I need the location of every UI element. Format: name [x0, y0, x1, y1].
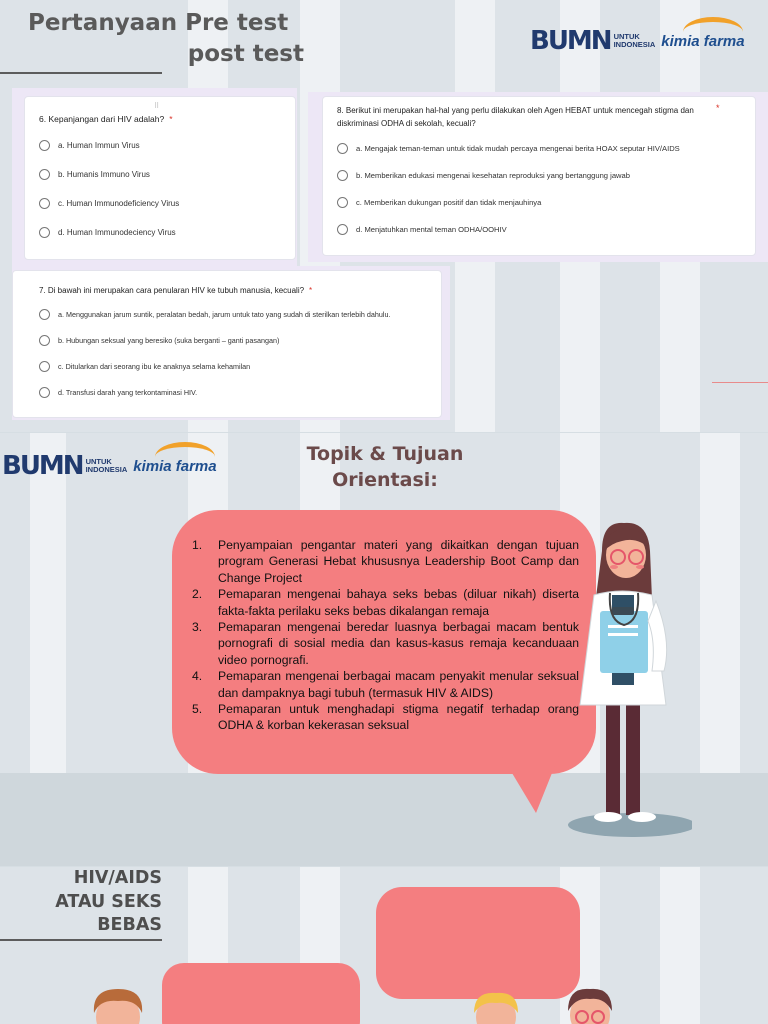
- question-6-text: 6. Kepanjangan dari HIV adalah? *: [39, 114, 173, 124]
- kimia-farma-wordmark: kimia farma: [661, 33, 744, 50]
- radio-icon[interactable]: [39, 361, 50, 372]
- slide1-title: [28, 8, 304, 70]
- speech-bubble-right: [376, 887, 580, 999]
- title-underline: [0, 72, 162, 74]
- drag-handle-icon[interactable]: ⠿: [154, 103, 161, 110]
- kimia-farma-wordmark: kimia farma: [133, 458, 216, 475]
- title-line-1: Pertanyaan Pre test: [28, 10, 289, 36]
- slide2-title: Topik & Tujuan Orientasi:: [306, 443, 464, 491]
- radio-icon[interactable]: [337, 224, 348, 235]
- question-card-6: [24, 96, 296, 260]
- topic-item-5: 5. Pemaparan untuk menghadapi stigma negatif terhadap orang ODHA & korban kekerasan seksual: [192, 702, 579, 733]
- untuk-indonesia-text: UNTUK INDONESIA: [613, 32, 656, 49]
- topic-item-3: 3. Pemaparan mengenai beredar luasnya berbagai macam bentuk pornografi di sosial media dan kasus-kasus remaja kecanduaan video pornografi.: [192, 620, 579, 667]
- title-line-3: BEBAS: [97, 915, 162, 935]
- title-line-1: HIV/AIDS: [73, 868, 162, 888]
- bumn-wordmark: BUMN: [530, 26, 611, 56]
- title-underline: [0, 939, 162, 941]
- slide3-title: [20, 867, 162, 938]
- radio-icon[interactable]: [39, 309, 50, 320]
- q8-option-c[interactable]: c. Memberikan dukungan positif dan tidak menjauhinya: [337, 197, 541, 208]
- title-line-2: post test: [187, 41, 304, 67]
- speech-bubble-tail: [500, 753, 560, 815]
- question-7-text: 7. Di bawah ini merupakan cara penularan HIV ke tubuh manusia, kecuali? *: [39, 286, 313, 295]
- q7-option-c[interactable]: c. Ditularkan dari seorang ibu ke anaknya selama kehamilan: [39, 361, 250, 372]
- decorative-red-line: [712, 382, 768, 383]
- character-boy-illustration: [88, 983, 148, 1024]
- question-card-7: [12, 270, 442, 418]
- q7-option-b[interactable]: b. Hubungan seksual yang beresiko (suka berganti – ganti pasangan): [39, 335, 279, 346]
- untuk-indonesia-text: UNTUK INDONESIA: [85, 457, 128, 474]
- radio-icon[interactable]: [39, 335, 50, 346]
- radio-icon[interactable]: [39, 169, 50, 180]
- radio-icon[interactable]: [39, 140, 50, 151]
- bumn-kimia-farma-logo: [530, 26, 745, 56]
- required-mark: *: [716, 103, 720, 113]
- slide-hiv-aids: [0, 867, 768, 1024]
- bumn-wordmark: BUMN: [2, 451, 83, 481]
- doctor-illustration: [552, 521, 692, 841]
- q7-option-d[interactable]: d. Transfusi darah yang terkontaminasi HIV.: [39, 387, 197, 398]
- kimia-farma-arc-icon: [683, 17, 743, 47]
- radio-icon[interactable]: [337, 170, 348, 181]
- radio-icon[interactable]: [337, 197, 348, 208]
- radio-icon[interactable]: [39, 387, 50, 398]
- q6-option-c[interactable]: c. Human Immunodeficiency Virus: [39, 198, 179, 209]
- bumn-kimia-farma-logo: [2, 451, 217, 481]
- radio-icon[interactable]: [39, 227, 50, 238]
- title-line-2: ATAU SEKS: [55, 891, 162, 912]
- q8-option-d[interactable]: d. Menjatuhkan mental teman ODHA/OOHIV: [337, 224, 507, 235]
- radio-icon[interactable]: [39, 198, 50, 209]
- q6-option-a[interactable]: a. Human Immun Virus: [39, 140, 140, 151]
- q8-option-a[interactable]: a. Mengajak teman-teman untuk tidak mudah percaya mengenai berita HOAX seputar HIV/AIDS: [337, 143, 680, 154]
- topic-list: [192, 537, 579, 734]
- q6-option-d[interactable]: d. Human Immunodeciency Virus: [39, 227, 176, 238]
- slide-topik-tujuan: [0, 433, 768, 866]
- doctor-head-illustration: [560, 985, 620, 1024]
- slide-pre-post-test: [0, 0, 768, 432]
- radio-icon[interactable]: [337, 143, 348, 154]
- speech-bubble-left: [162, 963, 360, 1024]
- question-card-8: [322, 96, 756, 256]
- topic-item-1: 1. Penyampaian pengantar materi yang dikaitkan dengan tujuan program Generasi Hebat khususnya Leadership Boot Camp dan Change Project: [192, 538, 579, 585]
- q8-option-b[interactable]: b. Memberikan edukasi mengenai kesehatan reproduksi yang bertanggung jawab: [337, 170, 630, 181]
- question-8-text: 8. Berikut ini merupakan hal-hal yang perlu dilakukan oleh Agen HEBAT untuk mencegah stigma dan diskriminasi ODHA di sekolah, kecuali?: [337, 106, 694, 128]
- q6-option-b[interactable]: b. Humanis Immuno Virus: [39, 169, 150, 180]
- kimia-farma-arc-icon: [155, 442, 215, 472]
- topic-item-4: 4. Pemaparan mengenai berbagai macam penyakit menular seksual dan dampaknya bagi tubuh (termasuk HIV & AIDS): [192, 669, 579, 700]
- topic-item-2: 2. Pemaparan mengenai bahaya seks bebas (diluar nikah) diserta fakta-fakta perilaku seks bebas dikalangan remaja: [192, 587, 579, 618]
- q7-option-a[interactable]: a. Menggunakan jarum suntik, peralatan bedah, jarum untuk tato yang sudah di sterilkan terlebih dahulu.: [39, 309, 390, 320]
- character-girl-illustration: [466, 987, 526, 1024]
